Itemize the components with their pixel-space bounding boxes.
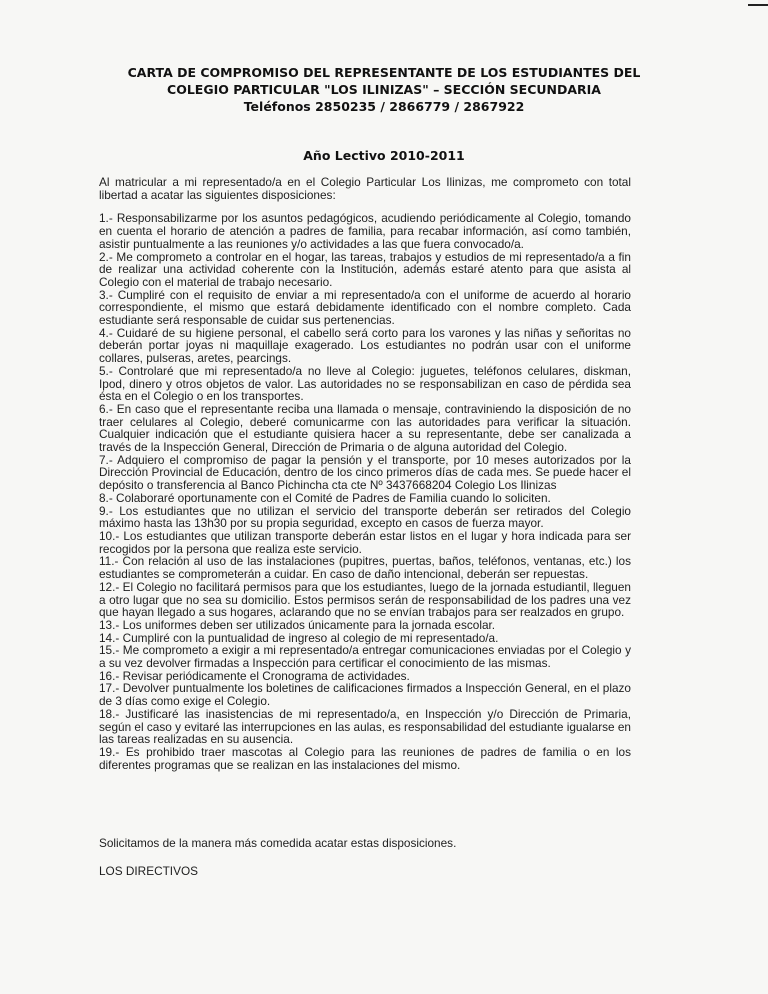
clause-12: 12.- El Colegio no facilitará permisos para que los estudiantes, luego de la jornada estudiantil, lleguen a otro lugar que no sea su domicilio. Estos permisos serán de responsabilidad de los padres una vez que hayan llegado a sus hogares, aclarando que no se envían trabajos para ser realzados en grupo. bbox=[99, 579, 631, 620]
clause-18: 18.- Justificaré las inasistencias de mi representado/a, en Inspección y/o Dirección de Primaria, según el caso y evitaré las interrupciones en las aulas, es responsabilidad del estudiante igualarse en las tareas realizadas en su ausencia. bbox=[99, 706, 631, 747]
clause-6: 6.- En caso que el representante reciba una llamada o mensaje, contraviniendo la disposición de no traer celulares al Colegio, deberé comunicarme con las autoridades para verificar la situación. Cualquier indicación que el estudiante quisiera hacer a su representante, debe ser canalizada a través de la Inspección General, Dirección de Primaria o de alguna autoridad del Colegio. bbox=[99, 401, 631, 455]
clause-7: 7.- Adquiero el compromiso de pagar la pensión y el transporte, por 10 meses autorizados por la Dirección Provincial de Educación, dentro de los cinco primeros días de cada mes. Se puede hacer el depósito o transferencia al Banco Pichincha cta cte Nº 3437668204 Colegio Los Ilinizas bbox=[99, 452, 631, 493]
clause-8: 8.- Colaboraré oportunamente con el Comité de Padres de Familia cuando lo soliciten. bbox=[99, 490, 551, 505]
clause-9: 9.- Los estudiantes que no utilizan el servicio del transporte deberán ser retirados del Colegio máximo hasta las 13h30 por su propia seguridad, excepto en casos de fuerza mayor. bbox=[99, 503, 631, 531]
clause-3: 3.- Cumpliré con el requisito de enviar a mi representado/a con el uniforme de acuerdo al horario correspondiente, el mismo que estará debidamente identificado con el nombre completo. Cada estudiante será responsable de cuidar sus pertenencias. bbox=[99, 287, 631, 328]
clause-10: 10.- Los estudiantes que utilizan transporte deberán estar listos en el lugar y hora indicada para ser recogidos por la persona que realiza este servicio. bbox=[99, 528, 631, 556]
clause-16: 16.- Revisar periódicamente el Cronograma de actividades. bbox=[99, 668, 410, 683]
document-header bbox=[70, 64, 698, 115]
clause-2: 2.- Me comprometo a controlar en el hogar, las tareas, trabajos y estudios de mi representado/a a fin de realizar una actividad coherente con la Institución, además estaré atento para que asista al Colegio con el material de trabajo necesario. bbox=[99, 249, 631, 289]
clause-15: 15.- Me comprometo a exigir a mi representado/a entregar comunicaciones enviadas por el Colegio y a su vez devolver firmadas a Inspección para certificar el conocimiento de las mismas. bbox=[99, 643, 631, 671]
page-edge-mark bbox=[748, 4, 768, 6]
phone-numbers: Teléfonos 2850235 / 2866779 / 2867922 bbox=[243, 99, 525, 114]
clause-13: 13.- Los uniformes deben ser utilizados únicamente para la jornada escolar. bbox=[99, 617, 496, 632]
title-line-1: CARTA DE COMPROMISO DEL REPRESENTANTE DE LOS ESTUDIANTES DEL bbox=[127, 65, 641, 80]
clause-11: 11.- Con relación al uso de las instalaciones (pupitres, puertas, baños, teléfonos, ventanas, etc.) los estudiantes se comprometerán a cuidar. En caso de daño intencional, deberán ser repuestas. bbox=[99, 554, 631, 582]
signoff: LOS DIRECTIVOS bbox=[99, 864, 198, 878]
clause-4: 4.- Cuidaré de su higiene personal, el cabello será corto para los varones y las niñas y señoritas no deberán portar joyas ni maquillaje exagerado. Los estudiantes no podrán usar con el uniforme collares, pulseras, aretes, pearcings. bbox=[99, 325, 631, 366]
closing-sentence: Solicitamos de la manera más comedida acatar estas disposiciones. bbox=[99, 836, 457, 850]
clause-17: 17.- Devolver puntualmente los boletines de calificaciones firmados a Inspección General, en el plazo de 3 días como exige el Colegio. bbox=[99, 681, 631, 709]
title-line-2: COLEGIO PARTICULAR "LOS ILINIZAS" – SECCIÓN SECUNDARIA bbox=[167, 82, 601, 97]
clause-1: 1.- Responsabilizarme por los asuntos pedagógicos, acudiendo periódicamente al Colegio, tomando en cuenta el horario de atención a padres de familia, para recabar información, así como también, asistir puntualmente a las reuniones y/o actividades a las que fuera convocado/a. bbox=[99, 211, 631, 251]
clause-14: 14.- Cumpliré con la puntualidad de ingreso al colegio de mi representado/a. bbox=[99, 630, 499, 645]
clause-5: 5.- Controlaré que mi representado/a no lleve al Colegio: juguetes, teléfonos celulares, diskman, Ipod, dinero y otros objetos de valor. Las autoridades no se responsabilizan en caso de pérdida sea ésta en el Colegio o en los transportes. bbox=[99, 363, 631, 404]
clause-19: 19.- Es prohibido traer mascotas al Colegio para las reuniones de padres de familia o en los diferentes programas que se realizan en las instalaciones del mismo. bbox=[99, 744, 631, 772]
document-body bbox=[99, 176, 631, 771]
school-year: Año Lectivo 2010-2011 bbox=[303, 148, 465, 163]
intro-paragraph: Al matricular a mi representado/a en el Colegio Particular Los Ilinizas, me comprometo con total libertad a acatar las siguientes disposiciones: bbox=[99, 175, 631, 202]
